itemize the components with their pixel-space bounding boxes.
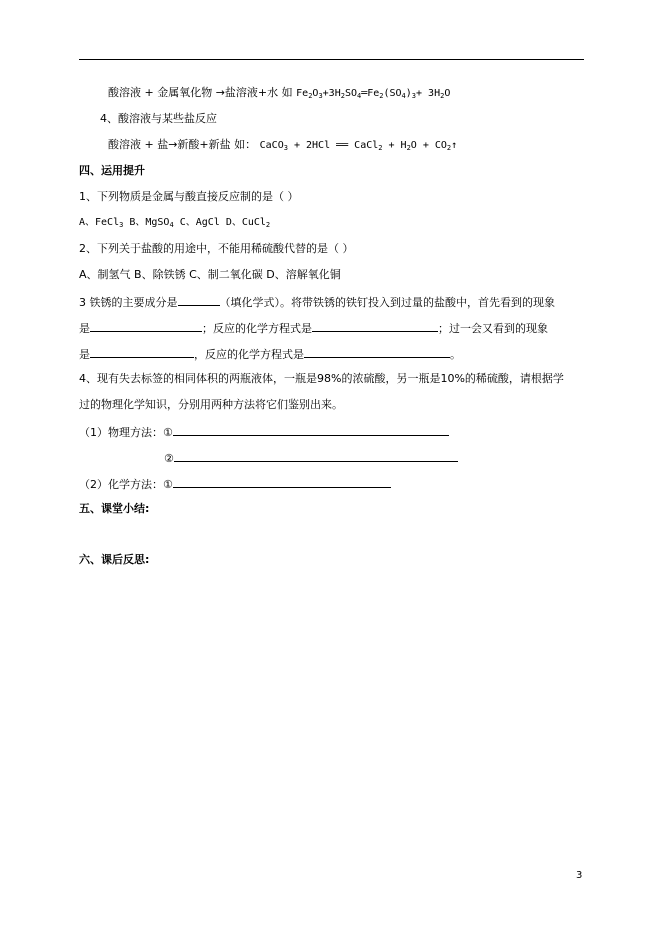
reaction-formula: $Fe_2O_3+3H_2SO_4═Fe_2(SO_4)_3+ 3H_2O$ — [296, 88, 451, 100]
question-1-options: A、FeCl$_3$ B、MgSO$_4$ C、AgCl D、CuCl$_2$ — [79, 217, 271, 229]
answer-blank-phenomenon-1[interactable] — [90, 320, 202, 332]
answer-blank-phenomenon-2[interactable] — [90, 346, 194, 358]
question-3-line-3: 是 ，反应的化学方程式是 。 — [79, 348, 461, 361]
reaction-text: 酸溶液 + 金属氧化物 →盐溶液+水 如 — [108, 86, 293, 99]
item-4-heading: 4、酸溶液与某些盐反应 — [100, 112, 217, 125]
question-3-line-1: 3 铁锈的主要成分是 （填化学式）。将带铁锈的铁钉投入到过量的盐酸中，首先看到的现象 — [79, 296, 555, 309]
question-4-chemical-method: （2）化学方法：① — [79, 476, 391, 492]
answer-blank-equation-2[interactable] — [304, 346, 450, 358]
section-5-title: 五、课堂小结: — [79, 502, 150, 515]
question-4-line-2: 过的物理化学知识，分别用两种方法将它们鉴别出来。 — [79, 398, 343, 411]
section-6-title: 六、课后反思: — [79, 553, 150, 566]
header-rule — [79, 59, 584, 60]
question-4-line-1: 4、现有失去标签的相同体积的两瓶液体，一瓶是98%的浓硫酸，另一瓶是10%的稀硫酸，请根据学 — [79, 372, 564, 385]
answer-blank-chemical-1[interactable] — [173, 476, 391, 488]
section-4-title: 四、运用提升 — [79, 164, 145, 177]
reaction-line-salt — [108, 138, 457, 153]
question-2-options: A、制氢气 B、除铁锈 C、制二氧化碳 D、溶解氧化铜 — [79, 268, 341, 281]
page-number: 3 — [576, 870, 583, 881]
answer-blank-physical-1[interactable] — [173, 424, 449, 436]
question-4-physical-method-1: （1）物理方法：① — [79, 424, 449, 440]
reaction-formula: CaCO$_3$ + 2HCl ══ CaCl$_2$ + $H_2O$ + $CO_2↑$ — [259, 140, 458, 152]
question-4-physical-method-2: ② — [164, 450, 458, 466]
question-2: 2、下列关于盐酸的用途中，不能用稀硫酸代替的是（ ） — [79, 242, 354, 255]
question-1: 1、下列物质是金属与酸直接反应制的是（ ） — [79, 190, 299, 203]
answer-blank-equation-1[interactable] — [312, 320, 438, 332]
question-3-line-2: 是 ；反应的化学方程式是 ；过一会又看到的现象 — [79, 322, 548, 335]
answer-blank-physical-2[interactable] — [174, 450, 458, 462]
answer-blank-rust-formula[interactable] — [178, 294, 220, 306]
reaction-text: 酸溶液 + 盐→新酸+新盐 如： — [108, 138, 257, 151]
reaction-line-metal-oxide — [108, 86, 450, 101]
